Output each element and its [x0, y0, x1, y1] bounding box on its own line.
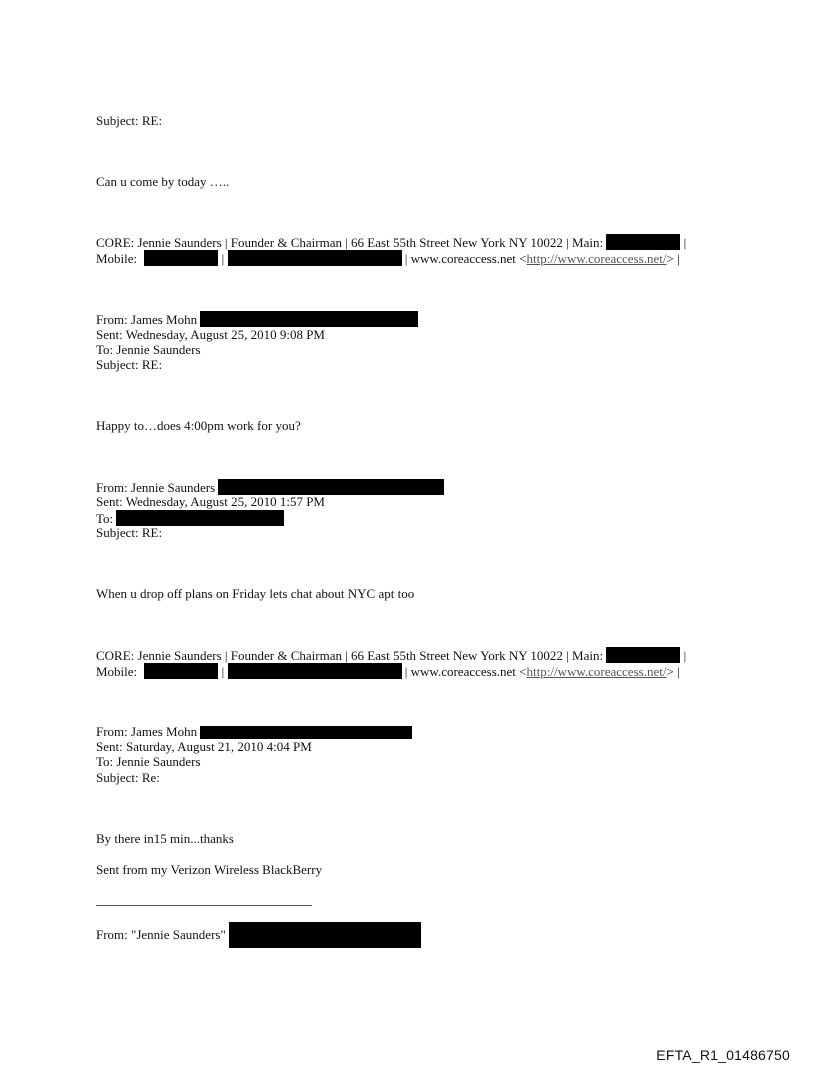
sent-line: Sent: Wednesday, August 25, 2010 1:57 PM — [96, 494, 325, 509]
sent-line: Sent: Saturday, August 21, 2010 4:04 PM — [96, 739, 312, 754]
signature-separator: | — [221, 664, 225, 679]
signature-web-end: > | — [666, 251, 680, 266]
sent-line: Sent: Wednesday, August 25, 2010 9:08 PM — [96, 327, 325, 342]
signature-line-1 — [96, 647, 686, 663]
subject-line: Subject: Re: — [96, 770, 160, 785]
signature-line-1 — [96, 234, 686, 250]
signature-text: CORE: Jennie Saunders | Founder & Chairman | 66 East 55th Street New York NY 10022 | Main: — [96, 235, 604, 250]
from-line — [96, 479, 444, 495]
message-body-3: When u drop off plans on Friday lets chat about NYC apt too — [96, 586, 415, 601]
signature-line-2 — [96, 663, 680, 679]
website-link[interactable]: http://www.coreaccess.net/ — [526, 664, 667, 679]
signature-line-2 — [96, 250, 680, 266]
signature-web: | www.coreaccess.net < — [404, 664, 527, 679]
redaction-box — [606, 234, 680, 250]
redaction-box — [116, 510, 284, 526]
redaction-box — [229, 922, 421, 948]
from-line — [96, 922, 421, 948]
from-line — [96, 724, 412, 739]
redaction-box — [606, 647, 680, 663]
redaction-box — [200, 726, 412, 739]
redaction-box — [144, 250, 218, 266]
signature-text: CORE: Jennie Saunders | Founder & Chairman | 66 East 55th Street New York NY 10022 | Main: — [96, 648, 604, 663]
mobile-label: Mobile: — [96, 664, 138, 679]
redaction-box — [144, 663, 218, 679]
message-body-4: By there in15 min...thanks — [96, 831, 234, 846]
redaction-box — [228, 663, 402, 679]
from-line — [96, 311, 418, 327]
from-text: From: Jennie Saunders — [96, 480, 216, 495]
to-text: To: — [96, 511, 114, 526]
to-line: To: Jennie Saunders — [96, 754, 201, 769]
subject-line: Subject: RE: — [96, 525, 163, 540]
signature-web-end: > | — [666, 664, 680, 679]
subject-line: Subject: RE: — [96, 357, 163, 372]
redaction-box — [200, 311, 418, 327]
from-text: From: James Mohn — [96, 724, 198, 739]
to-line: To: Jennie Saunders — [96, 342, 201, 357]
to-line — [96, 510, 284, 526]
signature-web: | www.coreaccess.net < — [404, 251, 527, 266]
message-body-1: Can u come by today ….. — [96, 174, 230, 189]
signature-separator: | — [683, 648, 687, 663]
from-text: From: "Jennie Saunders" — [96, 927, 226, 942]
website-link[interactable]: http://www.coreaccess.net/ — [526, 251, 667, 266]
redaction-box — [228, 250, 402, 266]
mobile-label: Mobile: — [96, 251, 138, 266]
message-body-2: Happy to…does 4:00pm work for you? — [96, 418, 301, 433]
message-footer: Sent from my Verizon Wireless BlackBerry — [96, 862, 323, 877]
redaction-box — [218, 479, 444, 495]
divider — [96, 905, 312, 906]
from-text: From: James Mohn — [96, 312, 198, 327]
signature-separator: | — [221, 251, 225, 266]
bates-number: EFTA_R1_01486750 — [656, 1047, 790, 1063]
subject-line: Subject: RE: — [96, 113, 163, 128]
signature-separator: | — [683, 235, 687, 250]
